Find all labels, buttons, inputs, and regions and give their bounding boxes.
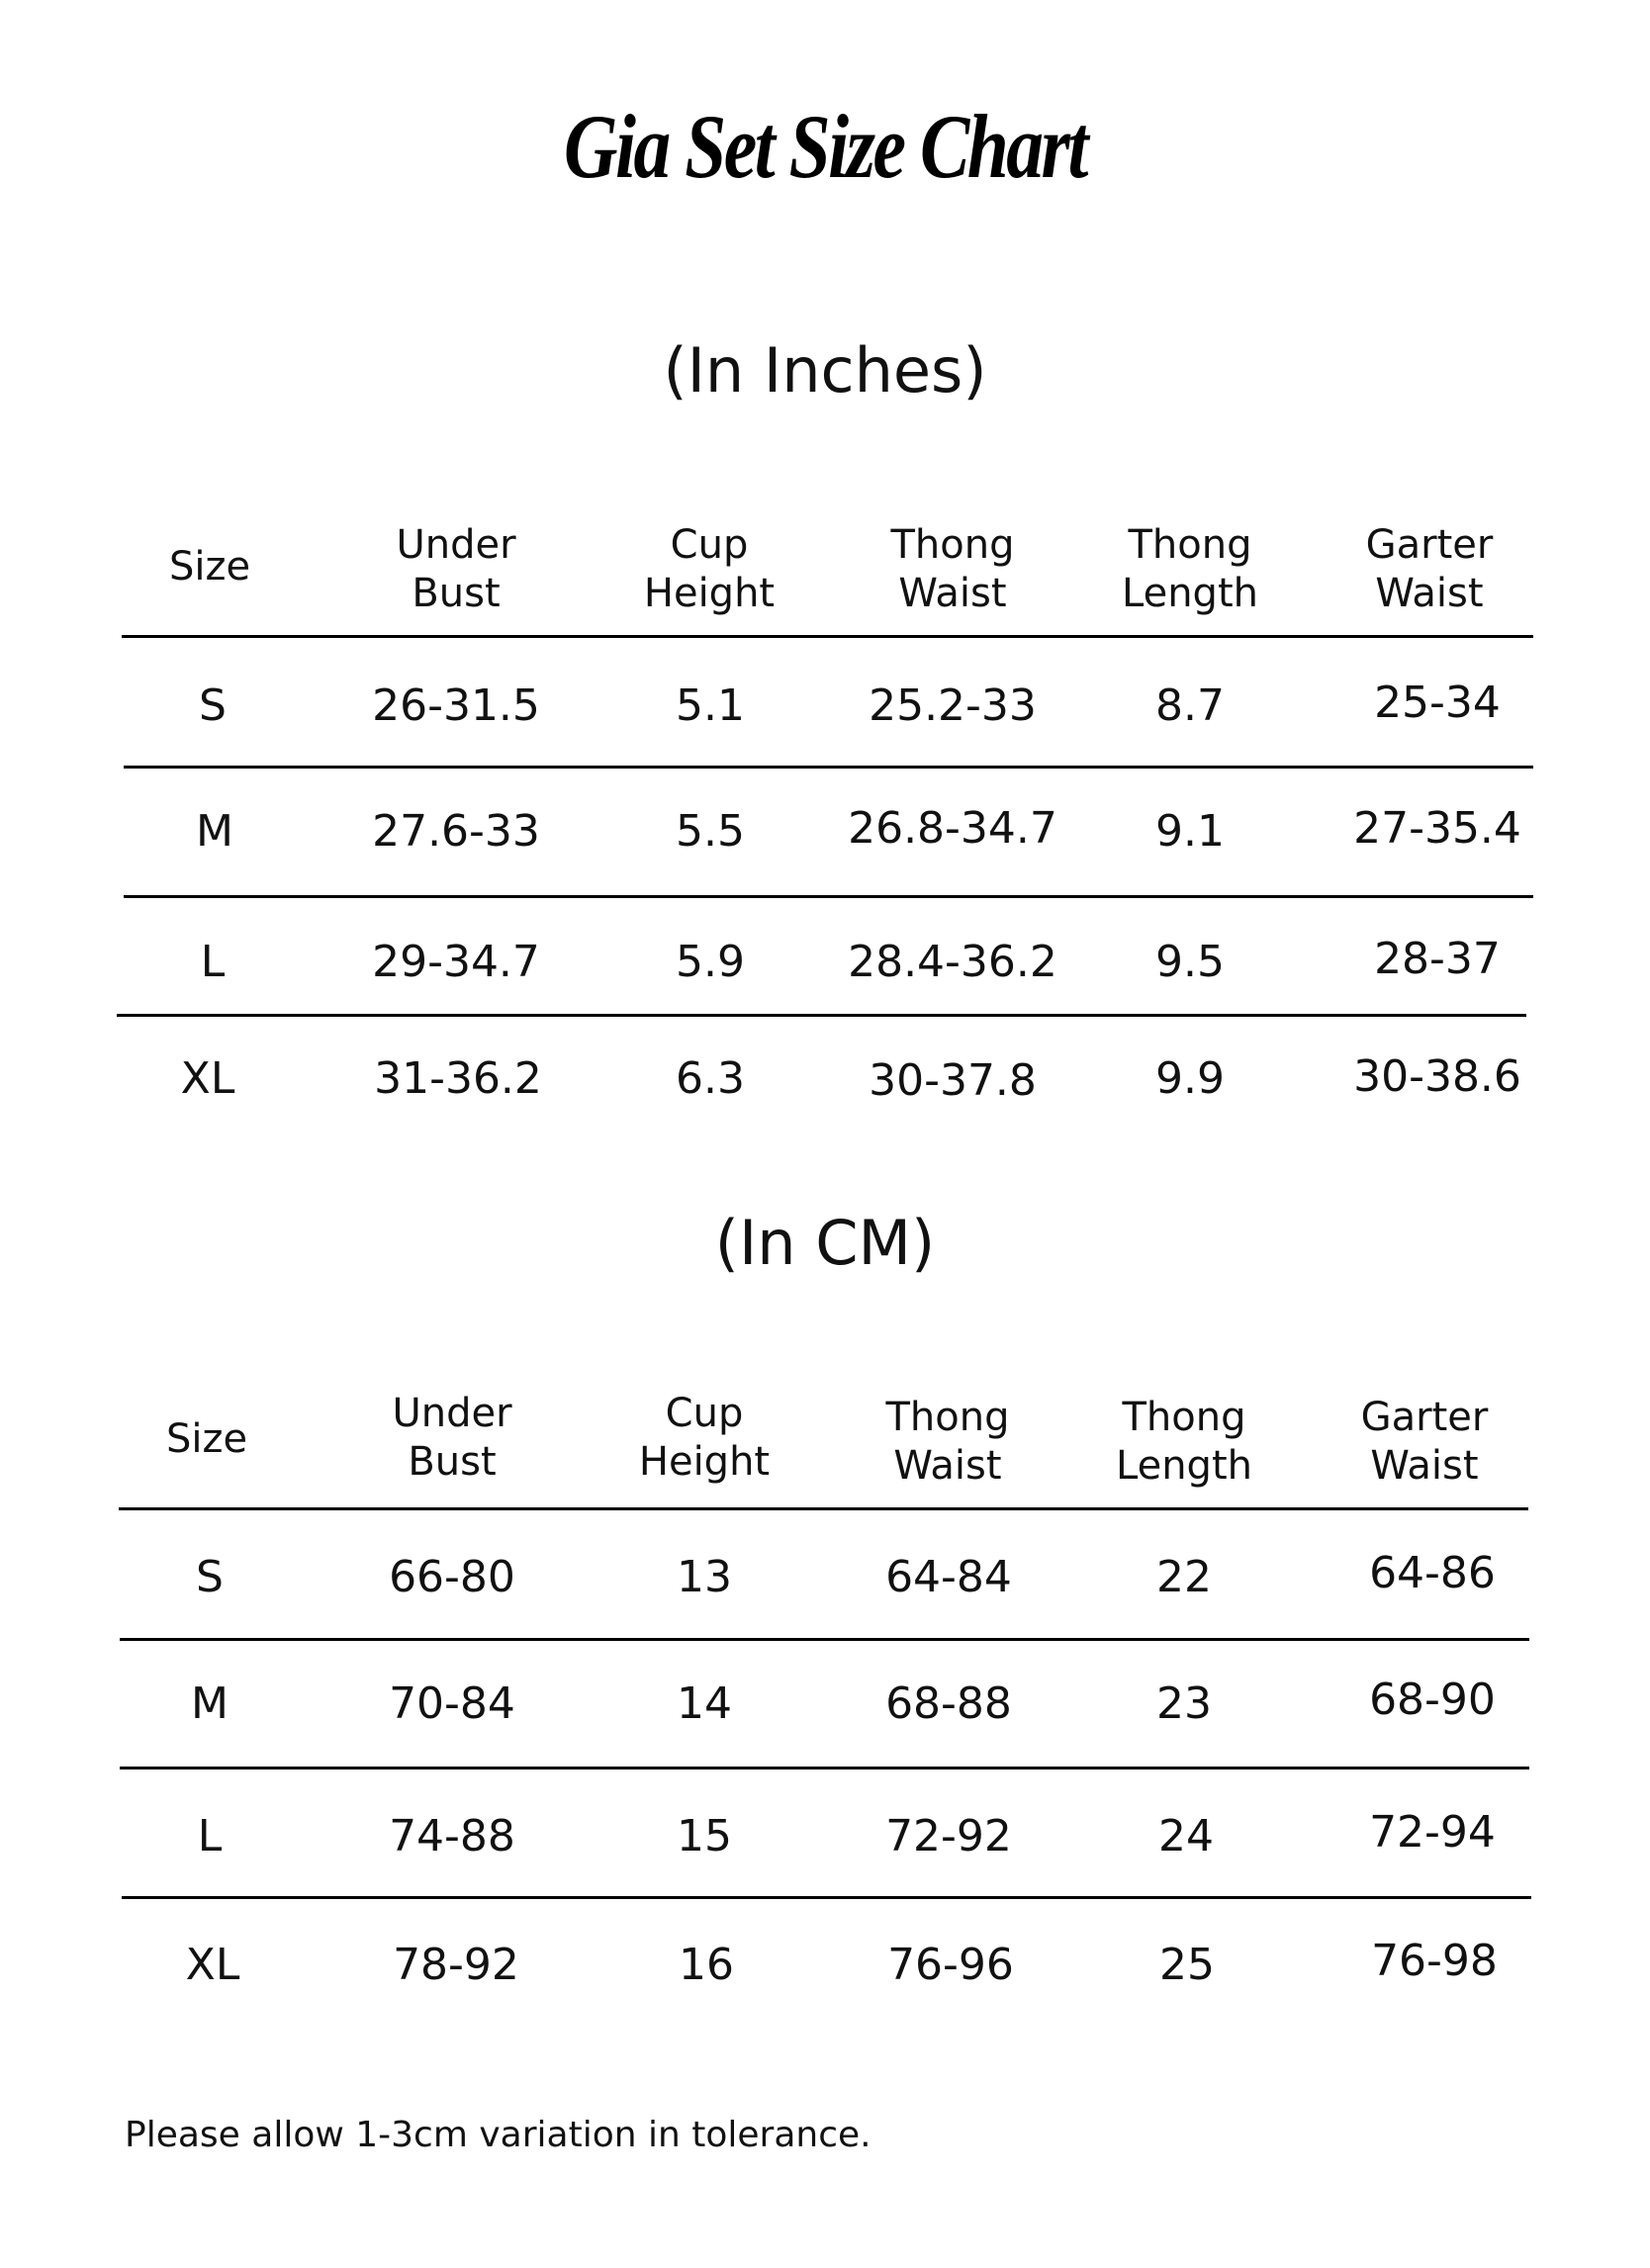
header-line: Bust	[408, 1439, 497, 1485]
header-line: Garter	[1365, 522, 1494, 568]
header-line: Under	[396, 522, 516, 568]
cell-size: L	[200, 937, 226, 987]
cell-cup-height: 5.9	[676, 937, 745, 987]
cell-cup-height: 14	[677, 1678, 732, 1729]
header-thong-waist	[819, 1394, 1076, 1491]
cell-cup-height: 5.1	[676, 680, 745, 731]
cell-thong-length: 9.1	[1155, 806, 1225, 857]
header-line: Cup	[670, 522, 749, 568]
cell-under-bust: 78-92	[393, 1940, 519, 1990]
header-line: Thong	[890, 522, 1015, 568]
divider	[122, 1896, 1531, 1899]
cell-under-bust: 66-80	[389, 1552, 515, 1602]
header-garter-waist	[1301, 521, 1558, 618]
cell-garter-waist: 76-98	[1371, 1936, 1498, 1986]
header-line: Length	[1122, 571, 1258, 616]
tolerance-note: Please allow 1-3cm variation in tolerance.	[125, 2115, 871, 2155]
cell-garter-waist: 25-34	[1374, 678, 1501, 728]
divider	[124, 766, 1533, 769]
cell-thong-length: 9.9	[1155, 1053, 1225, 1104]
cell-thong-length: 8.7	[1155, 680, 1225, 731]
header-line: Length	[1116, 1443, 1252, 1489]
cell-thong-length: 9.5	[1155, 937, 1225, 987]
header-thong-length	[1061, 521, 1319, 618]
cell-under-bust: 74-88	[389, 1811, 515, 1861]
header-line: Waist	[893, 1443, 1002, 1489]
header-size: Size	[168, 544, 251, 590]
cell-size: S	[199, 680, 227, 731]
cell-thong-waist: 68-88	[885, 1678, 1012, 1729]
header-thong-length	[1055, 1394, 1313, 1491]
cell-thong-waist: 72-92	[885, 1811, 1012, 1861]
cell-size: XL	[185, 1940, 240, 1990]
cell-under-bust: 29-34.7	[372, 937, 540, 987]
cell-thong-length: 24	[1158, 1811, 1214, 1861]
header-cup-height	[581, 521, 838, 618]
header-line: Thong	[1122, 1395, 1246, 1440]
header-line: Bust	[412, 571, 501, 616]
cm-section-title: (In CM)	[714, 1207, 936, 1279]
cell-cup-height: 13	[677, 1552, 732, 1602]
cell-thong-length: 23	[1156, 1678, 1212, 1729]
divider	[120, 1767, 1529, 1769]
cell-size: M	[196, 806, 233, 857]
cell-garter-waist: 30-38.6	[1353, 1051, 1521, 1102]
header-line: Cup	[665, 1391, 744, 1436]
header-line: Waist	[898, 571, 1007, 616]
cell-under-bust: 31-36.2	[374, 1053, 542, 1104]
cell-size: S	[196, 1552, 224, 1602]
cell-cup-height: 15	[677, 1811, 732, 1861]
divider	[119, 1507, 1528, 1510]
divider	[122, 635, 1533, 638]
cell-garter-waist: 27-35.4	[1353, 803, 1521, 854]
header-line: Thong	[885, 1395, 1010, 1440]
divider	[124, 895, 1533, 898]
header-under-bust	[323, 1390, 581, 1487]
header-garter-waist	[1296, 1394, 1553, 1491]
header-line: Waist	[1375, 571, 1484, 616]
cell-garter-waist: 68-90	[1369, 1675, 1496, 1725]
header-cup-height	[576, 1390, 833, 1487]
cell-thong-waist: 26.8-34.7	[848, 803, 1057, 854]
header-thong-waist	[824, 521, 1081, 618]
header-line: Thong	[1128, 522, 1252, 568]
cell-garter-waist: 64-86	[1369, 1548, 1496, 1598]
header-under-bust	[327, 521, 585, 618]
page-title: Gia Set Size Chart	[564, 96, 1086, 197]
cell-under-bust: 26-31.5	[372, 680, 540, 731]
divider	[117, 1014, 1526, 1017]
cell-size: L	[197, 1811, 223, 1861]
cell-thong-waist: 76-96	[887, 1940, 1014, 1990]
cell-garter-waist: 28-37	[1374, 934, 1501, 984]
header-line: Waist	[1370, 1443, 1479, 1489]
cell-under-bust: 70-84	[389, 1678, 515, 1729]
cell-thong-waist: 30-37.8	[869, 1055, 1037, 1106]
cell-thong-waist: 28.4-36.2	[848, 937, 1057, 987]
cell-thong-length: 25	[1159, 1940, 1215, 1990]
header-line: Under	[392, 1391, 512, 1436]
cell-cup-height: 16	[679, 1940, 734, 1990]
cell-thong-waist: 64-84	[885, 1552, 1012, 1602]
cell-thong-length: 22	[1156, 1552, 1212, 1602]
header-size: Size	[165, 1416, 248, 1462]
cell-size: M	[191, 1678, 229, 1729]
cell-garter-waist: 72-94	[1369, 1807, 1496, 1858]
header-line: Height	[638, 1439, 771, 1485]
header-line: Garter	[1360, 1395, 1489, 1440]
cell-cup-height: 6.3	[676, 1053, 745, 1104]
cell-thong-waist: 25.2-33	[869, 680, 1037, 731]
inches-section-title: (In Inches)	[663, 334, 987, 407]
cell-size: XL	[180, 1053, 235, 1104]
header-line: Height	[643, 571, 776, 616]
divider	[120, 1638, 1529, 1641]
cell-cup-height: 5.5	[676, 806, 745, 857]
cell-under-bust: 27.6-33	[372, 806, 540, 857]
